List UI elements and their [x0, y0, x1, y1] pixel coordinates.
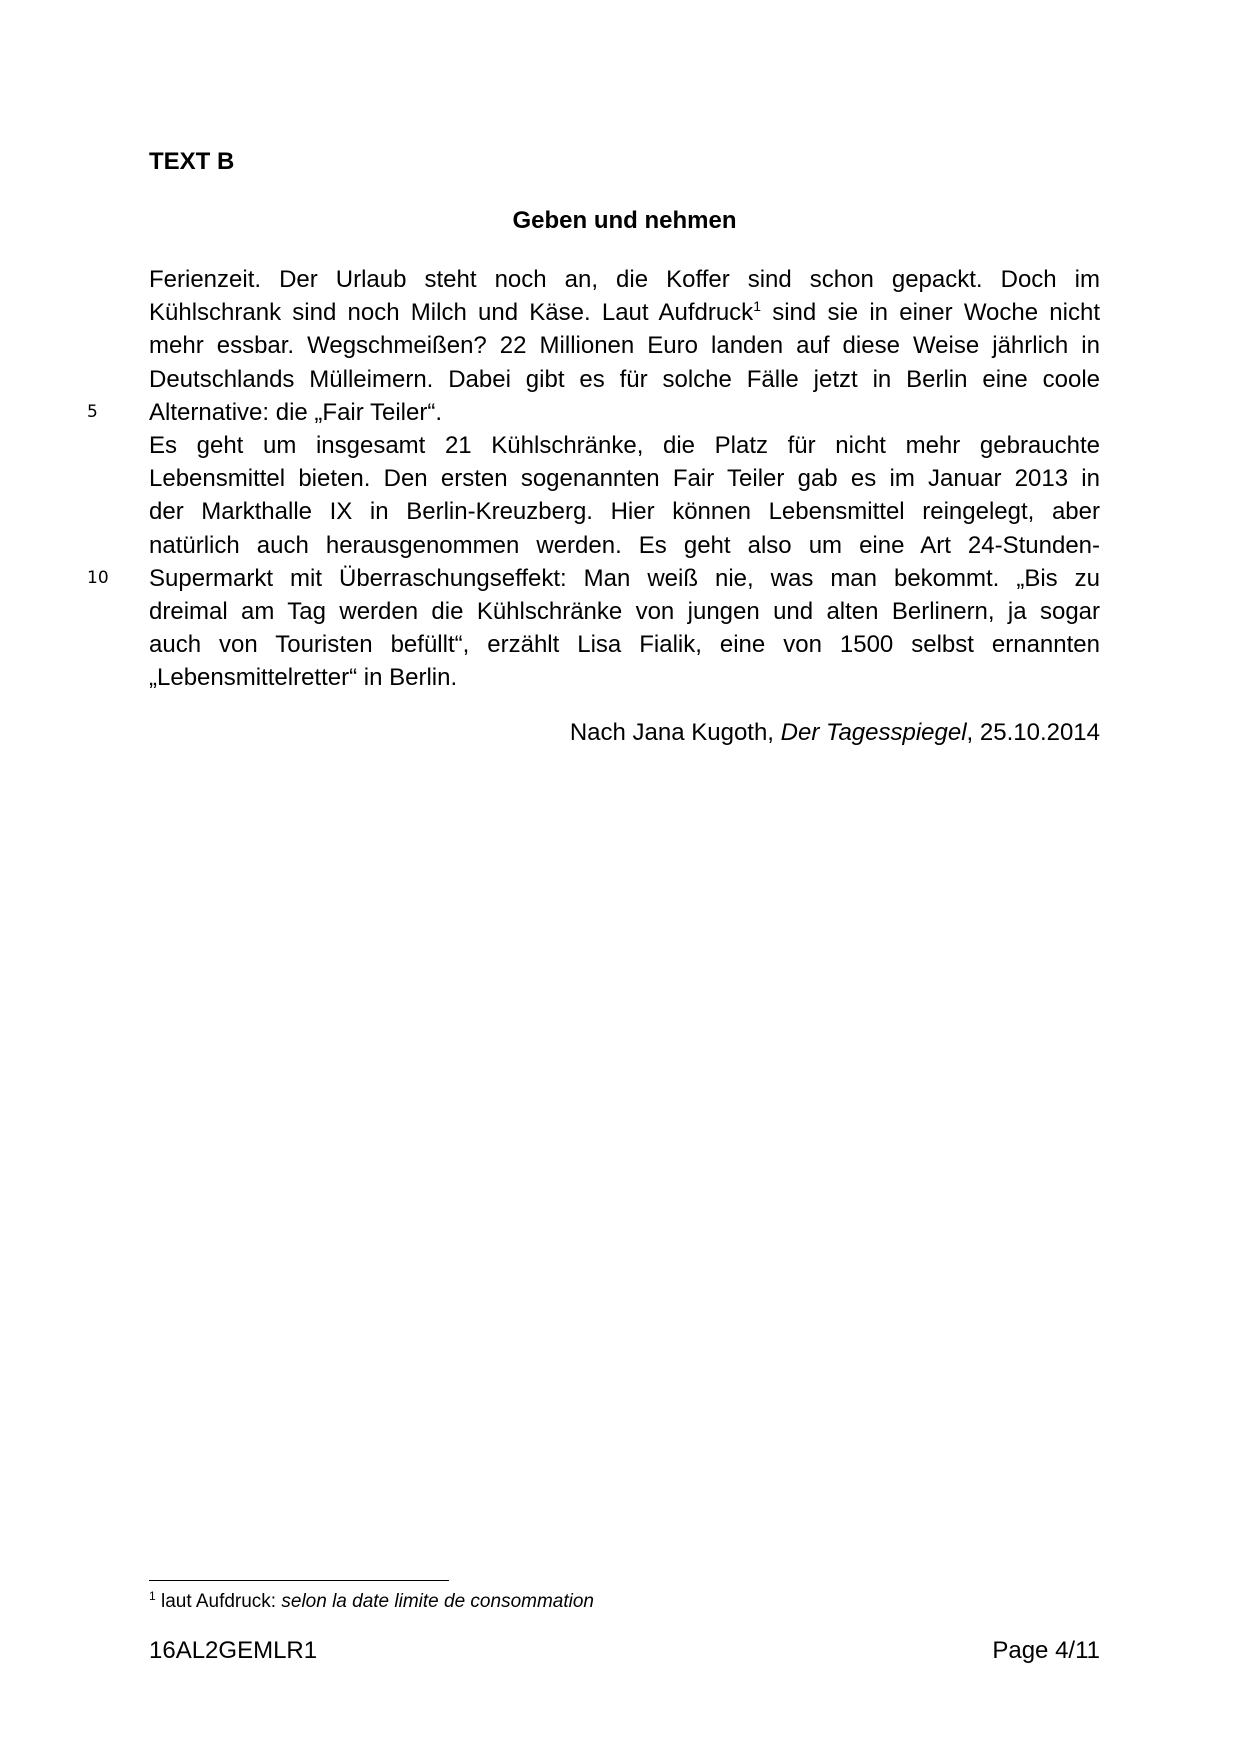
line-text: der Markthalle IX in Berlin-Kreuzberg. Hier können Lebensmittel reingelegt, aber — [149, 498, 1100, 526]
source-citation — [149, 719, 1100, 747]
text-line — [149, 495, 1100, 528]
line-text: Es geht um insgesamt 21 Kühlschränke, die Platz für nicht mehr gebrauchte — [149, 431, 1100, 459]
line-text: Alternative: die „Fair Teiler“. — [149, 398, 442, 426]
footnote-marker: 1 — [753, 298, 761, 315]
source-date: , 25.10.2014 — [966, 719, 1100, 746]
text-line — [149, 529, 1100, 562]
line-text: dreimal am Tag werden die Kühlschränke von jungen und alten Berlinern, ja sogar — [149, 597, 1100, 625]
line-number: 10 — [87, 567, 109, 588]
text-line — [149, 462, 1100, 495]
line-text: „Lebensmittelretter“ in Berlin. — [149, 664, 458, 692]
line-text-start: Kühlschrank sind noch Milch und Käse. Laut Aufdruck — [149, 299, 754, 327]
footnote-divider — [149, 1580, 449, 1581]
text-line — [149, 329, 1100, 362]
line-text: natürlich auch herausgenommen werden. Es geht also um eine Art 24-Stunden- — [149, 531, 1100, 559]
line-text: mehr essbar. Wegschmeißen? 22 Millionen Euro landen auf diese Weise jährlich in — [149, 332, 1100, 360]
text-line — [149, 263, 1100, 296]
footnote-number: 1 — [149, 1589, 156, 1603]
text-line — [87, 396, 1100, 429]
article-title: Geben und nehmen — [512, 207, 737, 234]
article-body — [87, 263, 1100, 694]
line-text: Ferienzeit. Der Urlaub steht noch an, die Koffer sind schon gepackt. Doch im — [149, 266, 1100, 293]
line-text-end: sind sie in einer Woche nicht — [760, 299, 1100, 327]
source-author: Nach Jana Kugoth, — [569, 719, 781, 746]
source-publication: Der Tagesspiegel — [780, 719, 967, 746]
line-number: 5 — [87, 401, 98, 422]
section-label: TEXT B — [149, 148, 235, 175]
page-number: Page 4/11 — [992, 1637, 1100, 1664]
text-line — [149, 661, 1100, 694]
line-text: Deutschlands Mülleimern. Dabei gibt es für solche Fälle jetzt in Berlin eine coole — [149, 365, 1100, 393]
line-text: auch von Touristen befüllt“, erzählt Lisa Fialik, eine von 1500 selbst ernannten — [149, 631, 1100, 659]
text-line — [149, 429, 1100, 462]
footnote — [149, 1591, 594, 1613]
text-line — [149, 595, 1100, 628]
line-text: Lebensmittel bieten. Den ersten sogenannten Fair Teiler gab es im Januar 2013 in — [149, 465, 1100, 493]
exam-code: 16AL2GEMLR1 — [149, 1637, 318, 1664]
text-line — [87, 562, 1100, 595]
text-line — [149, 628, 1100, 661]
text-line — [149, 363, 1100, 396]
text-line — [149, 296, 1100, 329]
footnote-term: laut Aufdruck: — [155, 1591, 282, 1612]
line-text: Supermarkt mit Überraschungseffekt: Man weiß nie, was man bekommt. „Bis zu — [149, 564, 1100, 592]
footnote-translation: selon la date limite de consommation — [281, 1591, 594, 1612]
